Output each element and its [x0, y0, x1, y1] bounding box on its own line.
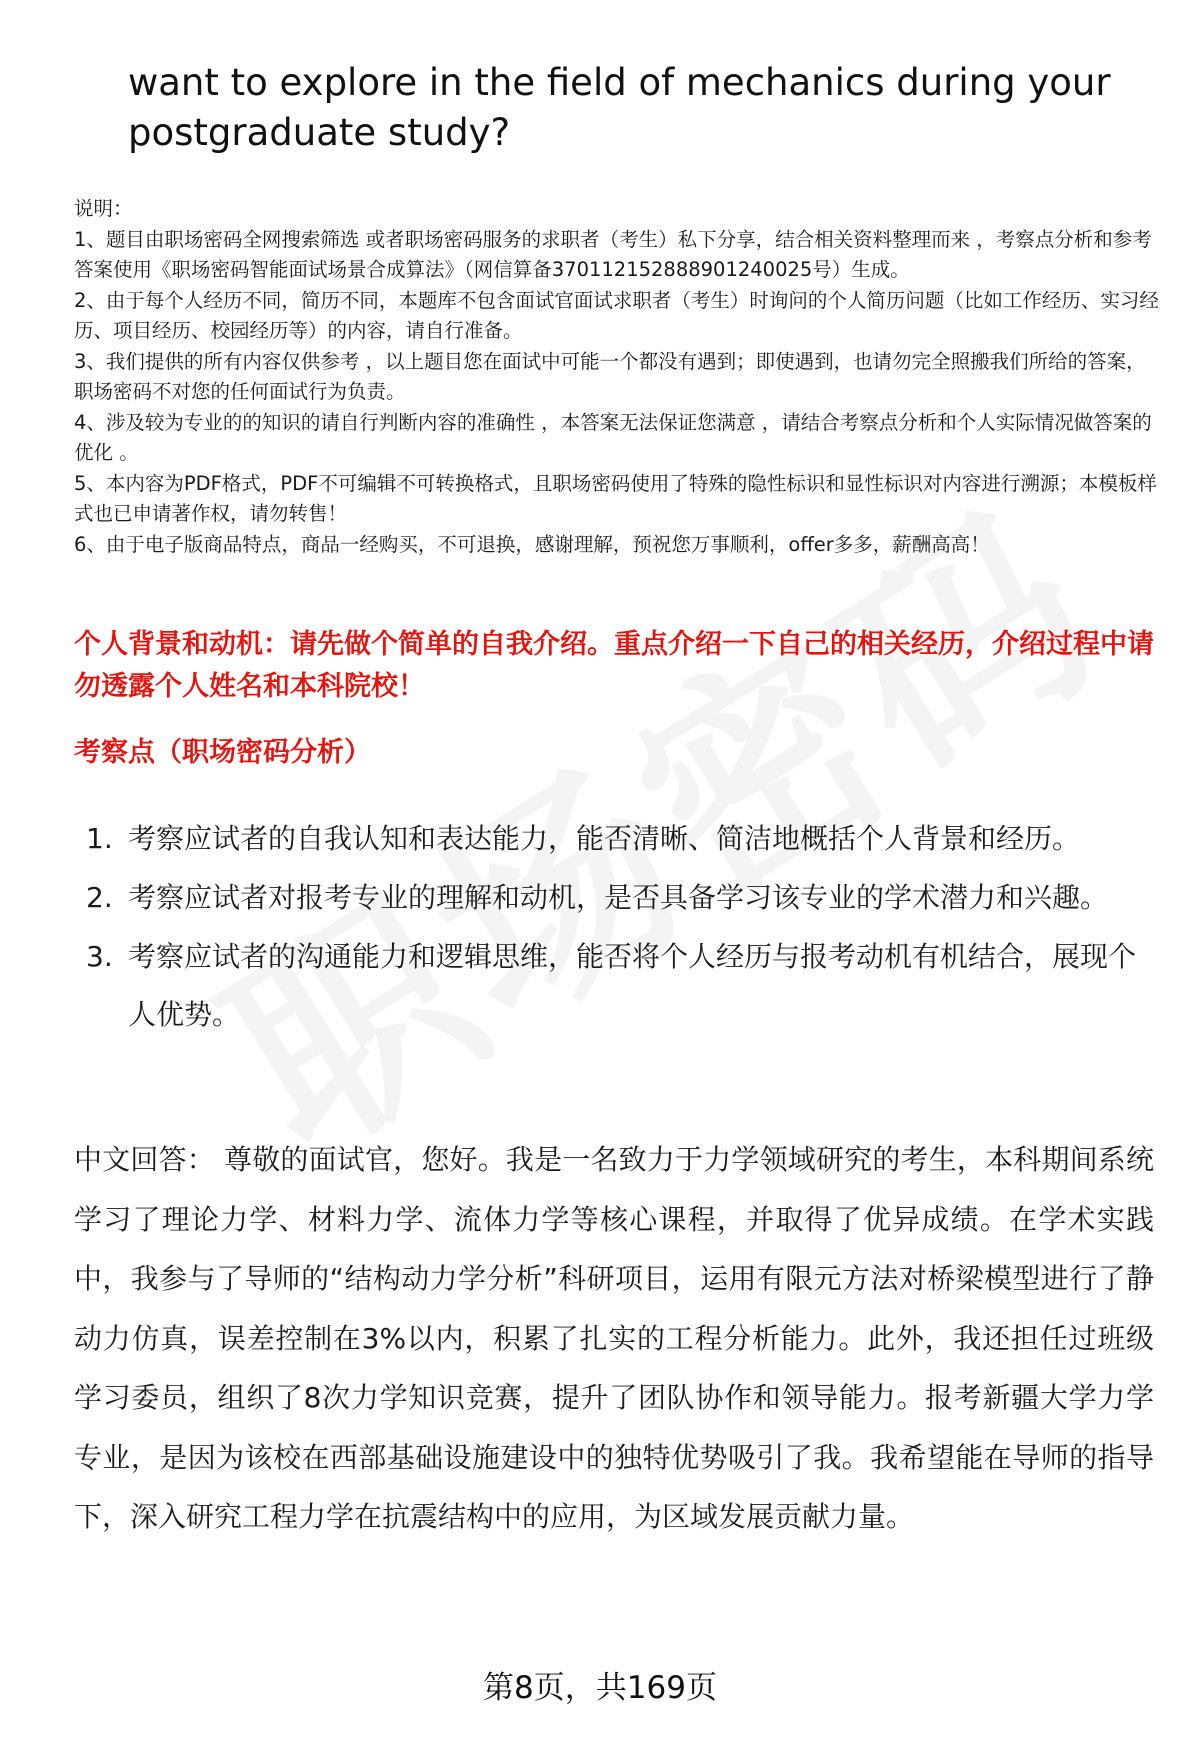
note-item-6: 6、由于电子版商品特点，商品一经购买，不可退换，感谢理解，预祝您万事顺利，offer多多，薪酬高高！: [74, 532, 990, 556]
exam-point-number: 3.: [86, 940, 113, 973]
notes-title: 说明：: [74, 197, 133, 220]
question-heading: 个人背景和动机：请先做个简单的自我介绍。重点介绍一下自己的相关经历，介绍过程中请勿透露个人姓名和本科院校！: [74, 629, 1154, 702]
exam-points-list: [74, 810, 1154, 1045]
note-item-3: 3、我们提供的所有内容仅供参考 ，以上题目您在面试中可能一个都没有遇到；即使遇到，也请勿完全照搬我们所给的答案，职场密码不对您的任何面试行为负责。: [74, 349, 1146, 403]
exam-point-item: [74, 810, 1154, 868]
note-item-4: 4、涉及较为专业的的知识的请自行判断内容的准确性 ，本答案无法保证您满意 ，请结合考察点分析和个人实际情况做答案的优化 。: [74, 410, 1152, 464]
exam-point-text: 考察应试者的自我认知和表达能力，能否清晰、简洁地概括个人背景和经历。: [128, 822, 1081, 855]
exam-point-item: [74, 928, 1154, 1044]
disclaimer-notes: [74, 194, 1164, 560]
chinese-answer: 中文回答： 尊敬的面试官，您好。我是一名致力于力学领域研究的考生，本科期间系统学习了理论力学、材料力学、流体力学等核心课程，并取得了优异成绩。在学术实践中，我参与了导师的“结构动力学分析”科研项目，运用有限元方法对桥梁模型进行了静动力仿真，误差控制在3%以内，积累了扎实的工程分析能力。此外，我还担任过班级学习委员，组织了8次力学知识竞赛，提升了团队协作和领导能力。报考新疆大学力学专业，是因为该校在西部基础设施建设中的独特优势吸引了我。我希望能在导师的指导下，深入研究工程力学在抗震结构中的应用，为区域发展贡献力量。: [74, 1143, 1154, 1533]
exam-points-title: 考察点（职场密码分析）: [74, 737, 371, 768]
exam-point-number: 2.: [86, 881, 113, 914]
question-tail: want to explore in the field of mechanics during your postgraduate study?: [128, 61, 1111, 154]
note-item-2: 2、由于每个人经历不同，简历不同，本题库不包含面试官面试求职者（考生）时询问的个人简历问题（比如工作经历、实习经历、项目经历、校园经历等）的内容，请自行准备。: [74, 288, 1159, 342]
note-item-1: 1、题目由职场密码全网搜索筛选 或者职场密码服务的求职者（考生）私下分享，结合相关资料整理而来 ，考察点分析和参考答案使用《职场密码智能面试场景合成算法》（网信算备370112152888901240025号）生成。: [74, 227, 1152, 281]
note-item-5: 5、本内容为PDF格式，PDF不可编辑不可转换格式，且职场密码使用了特殊的隐性标识和显性标识对内容进行溯源；本模板样式也已申请著作权，请勿转售！: [74, 471, 1157, 525]
page-footer: 第8页，共169页: [483, 1670, 717, 1706]
exam-point-number: 1.: [86, 822, 113, 855]
exam-point-text: 考察应试者对报考专业的理解和动机，是否具备学习该专业的学术潜力和兴趣。: [128, 881, 1109, 914]
exam-point-text: 考察应试者的沟通能力和逻辑思维，能否将个人经历与报考动机有机结合，展现个人优势。: [128, 940, 1137, 1031]
exam-point-item: [74, 869, 1154, 927]
